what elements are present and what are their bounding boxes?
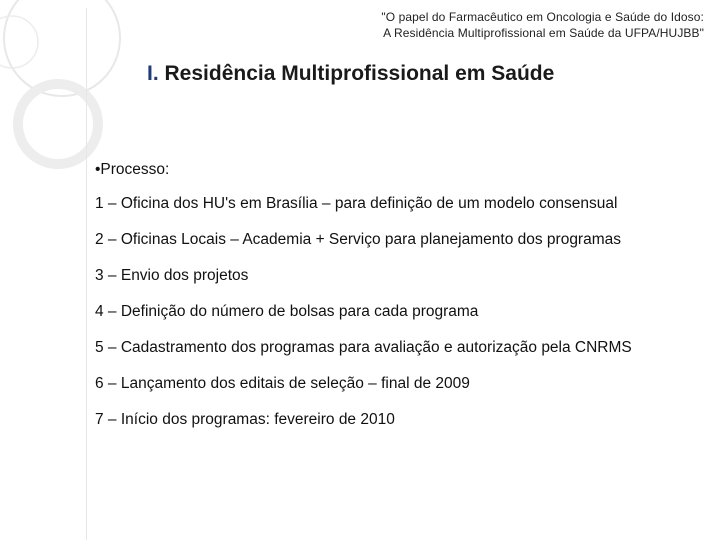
title-number: I.: [147, 62, 159, 85]
list-item-6: 6 – Lançamento dos editais de seleção – final de 2009: [95, 375, 470, 392]
slide-body: [95, 160, 688, 446]
decor-ring-large: [4, 0, 120, 96]
bullet-processo: •Processo:: [95, 161, 170, 178]
list-item-2: 2 – Oficinas Locais – Academia + Serviço para planejamento dos programas: [95, 231, 622, 248]
list-item-1: 1 – Oficina dos HU's em Brasília – para definição de um modelo consensual: [95, 195, 618, 212]
list-item-3: 3 – Envio dos projetos: [95, 267, 249, 284]
header-line-1: "O papel do Farmacêutico em Oncologia e Saúde do Idoso:: [381, 10, 704, 24]
list-item-5: 5 – Cadastramento dos programas para avaliação e autorização pela CNRMS: [95, 339, 632, 356]
header-line-2: A Residência Multiprofissional em Saúde da UFPA/HUJBB": [383, 26, 704, 40]
left-rule: [86, 8, 87, 540]
slide-title: [147, 62, 554, 86]
list-item-7: 7 – Início dos programas: fevereiro de 2010: [95, 411, 395, 428]
decor-ring-small: [0, 16, 38, 68]
title-text: Residência Multiprofissional em Saúde: [164, 62, 555, 85]
list-item-4: 4 – Definição do número de bolsas para cada programa: [95, 303, 479, 320]
